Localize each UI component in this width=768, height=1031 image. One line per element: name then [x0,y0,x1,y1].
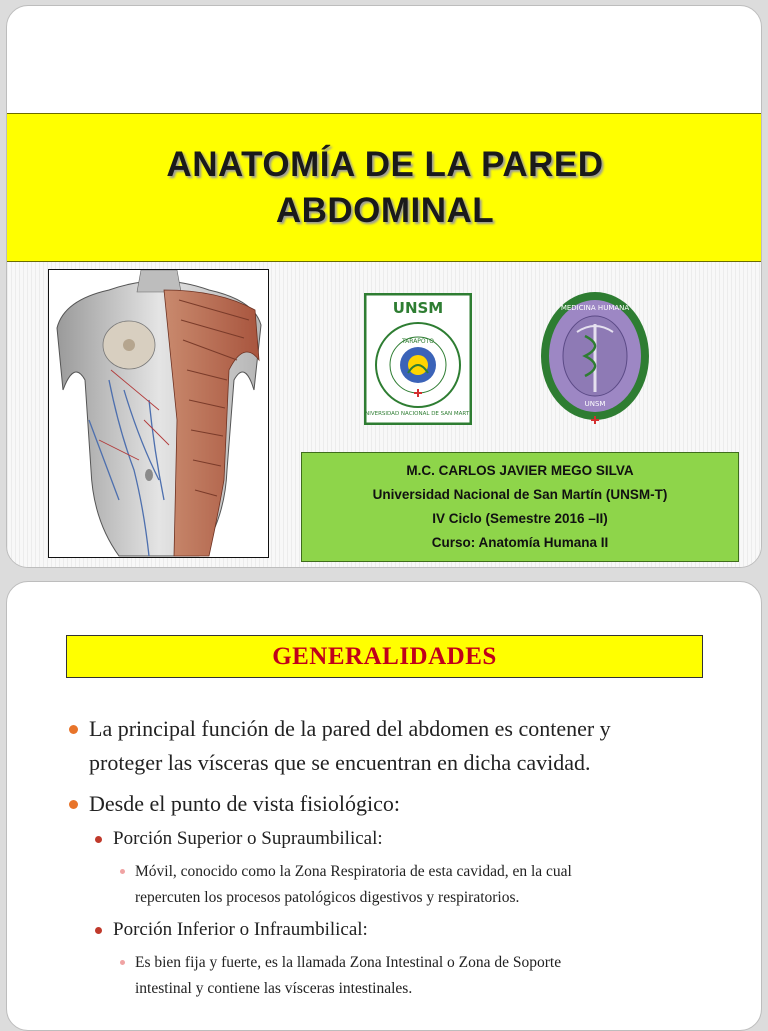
torso-anatomy-icon [49,270,268,557]
list-item-line: proteger las vísceras que se encuentran en dicha cavidad. [89,750,591,775]
list-item-line: Es bien fija y fuerte, es la llamada Zona Intestinal o Zona de Soporte [135,954,562,971]
list-item-line: Porción Superior o Supraumbilical: [113,828,383,849]
medicina-ring-text: MEDICINA HUMANA [560,304,630,312]
unsm-ring-text: UNIVERSIDAD NACIONAL DE SAN MARTIN [364,411,472,417]
title-banner [6,113,762,262]
title-slide [6,5,762,568]
university-name: Universidad Nacional de San Martín (UNSM-T) [372,487,668,502]
anatomy-illustration [48,269,269,558]
bullet-dot-icon [95,927,102,934]
list-item [89,712,611,780]
content-slide [6,581,762,1031]
bullet-dot-icon [120,960,125,965]
bullet-dot-icon [95,836,102,843]
author-name: M.C. CARLOS JAVIER MEGO SILVA [406,463,634,478]
cycle-semester: IV Ciclo (Semestre 2016 –II) [432,511,608,526]
section-title: GENERALIDADES [272,642,497,670]
list-item-line: repercuten los procesos patológicos digestivos y respiratorios. [135,889,520,906]
medicina-bottom-text: UNSM [584,400,606,408]
list-item-line: La principal función de la pared del abdomen es contener y [89,716,611,741]
list-item [89,787,400,821]
course-name: Curso: Anatomía Humana II [431,535,609,550]
list-item [113,916,368,944]
title-line-1: ANATOMÍA DE LA PARED [166,144,604,184]
list-item-line: intestinal y contiene las vísceras intestinales. [135,980,413,997]
bullet-dot-icon [69,725,78,734]
section-title-box [66,635,703,678]
list-item-line: Porción Inferior o Infraumbilical: [113,919,368,940]
medicina-humana-emblem [537,288,653,428]
list-item-line: Desde el punto de vista fisiológico: [89,791,400,816]
title-line-2: ABDOMINAL [275,190,495,230]
medicina-emblem-icon [537,288,653,428]
bullet-dot-icon [69,800,78,809]
unsm-seal-icon [364,293,472,425]
unsm-logo-text: UNSM [392,299,444,317]
list-item [135,859,572,911]
bullet-dot-icon [120,869,125,874]
list-item [113,825,383,853]
unsm-city-text: TARAPOTO [401,338,435,345]
unsm-university-seal [364,293,472,425]
list-item-line: Móvil, conocido como la Zona Respiratoria de esta cavidad, en la cual [135,863,572,880]
author-info-box [301,452,739,562]
list-item [135,950,561,1002]
